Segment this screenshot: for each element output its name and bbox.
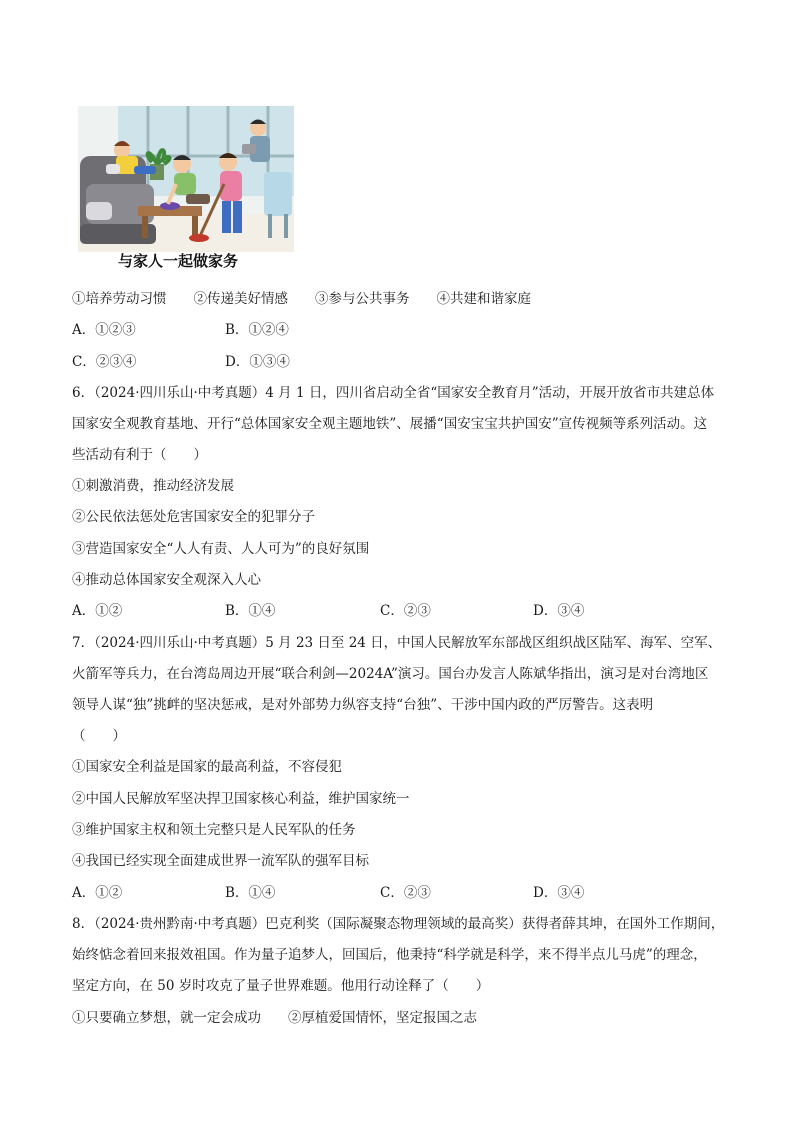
q8-stem-line: 8．（2024·贵州黔南·中考真题）巴克利奖（国际凝聚态物理领域的最高奖）获得者薛其坤，在国外工作期间，	[72, 916, 725, 932]
q6-stem-line: 些活动有利于（ ）	[72, 447, 207, 463]
q7-stem-line: 领导人谋“独”挑衅的坚决惩戒，是对外部势力纵容支持“台独”、干涉中国内政的严厉警告。这表明	[72, 697, 654, 713]
q6-option-c[interactable]: C．②③	[380, 603, 431, 619]
q5-statements: ①培养劳动习惯 ②传递美好情感 ③参与公共事务 ④共建和谐家庭	[72, 291, 531, 307]
family-chores-picture	[78, 106, 294, 252]
q5-option-b[interactable]: B．①②④	[225, 322, 289, 338]
q6-stem-line: 6．（2024·四川乐山·中考真题）4 月 1 日，四川省启动全省“国家安全教育月”活动，开展开放省市共建总体	[72, 385, 715, 401]
q7-stem-line: （ ）	[72, 728, 126, 744]
q6-option-b[interactable]: B．①④	[225, 603, 276, 619]
q5-option-a[interactable]: A．①②③	[72, 322, 136, 338]
q7-statement: ④我国已经实现全面建成世界一流军队的强军目标	[72, 853, 369, 869]
q7-stem-line: 7．（2024·四川乐山·中考真题）5 月 23 日至 24 日，中国人民解放军东部战区组织战区陆军、海军、空军、	[72, 635, 722, 651]
q7-statement: ③维护国家主权和领土完整只是人民军队的任务	[72, 822, 356, 838]
q7-statement: ②中国人民解放军坚决捍卫国家核心利益，维护国家统一	[72, 791, 410, 807]
q8-statement: ①只要确立梦想，就一定会成功 ②厚植爱国情怀，坚定报国之志	[72, 1010, 477, 1026]
q8-stem-line: 坚定方向，在 50 岁时攻克了量子世界难题。他用行动诠释了（ ）	[72, 978, 490, 994]
q6-statement: ④推动总体国家安全观深入人心	[72, 572, 261, 588]
q7-stem-line: 火箭军等兵力，在台湾岛周边开展“联合利剑—2024A”演习。国台办发言人陈斌华指出，演习是对台湾地区	[72, 666, 709, 682]
q7-option-d[interactable]: D．③④	[533, 885, 585, 901]
q7-option-b[interactable]: B．①④	[225, 885, 276, 901]
q6-statement: ②公民依法惩处危害国家安全的犯罪分子	[72, 509, 315, 525]
q6-option-d[interactable]: D．③④	[533, 603, 585, 619]
q6-statement: ③营造国家安全“人人有责、人人可为”的良好氛围	[72, 541, 370, 557]
q7-statement: ①国家安全利益是国家的最高利益，不容侵犯	[72, 759, 342, 775]
q5-option-d[interactable]: D．①③④	[225, 354, 290, 370]
figure-caption: 与家人一起做家务	[118, 252, 239, 270]
q5-option-c[interactable]: C．②③④	[72, 354, 137, 370]
q7-option-c[interactable]: C．②③	[380, 885, 431, 901]
q6-stem-line: 国家安全观教育基地、开行“总体国家安全观主题地铁”、展播“国安宝宝共护国安”宣传视频等系列活动。这	[72, 416, 708, 432]
q7-option-a[interactable]: A．①②	[72, 885, 123, 901]
q6-statement: ①刺激消费，推动经济发展	[72, 478, 234, 494]
q8-stem-line: 始终惦念着回来报效祖国。作为量子追梦人，回国后，他秉持“科学就是科学，来不得半点儿马虎”的理念，	[72, 947, 707, 963]
household-chores-illustration	[78, 106, 294, 252]
q6-option-a[interactable]: A．①②	[72, 603, 123, 619]
